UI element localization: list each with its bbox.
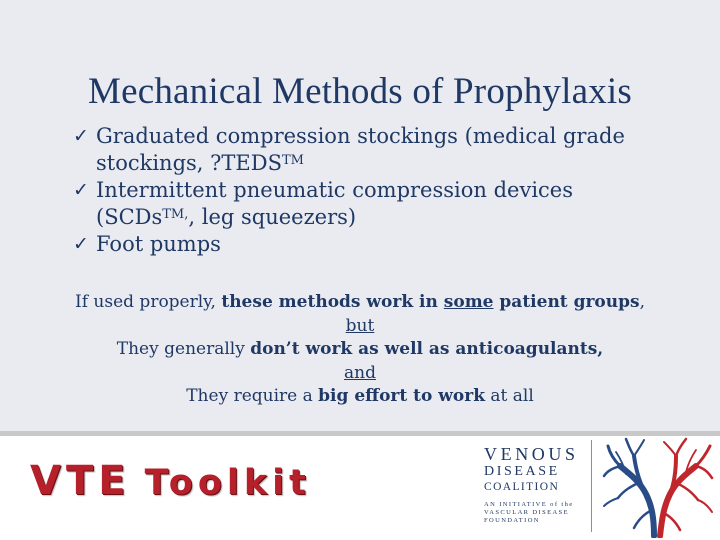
summary-line: but bbox=[345, 315, 375, 336]
bullet-text: Graduated compression stockings (medical grade bbox=[96, 124, 625, 148]
slide-title: Mechanical Methods of Prophylaxis bbox=[87, 71, 633, 112]
vascular-tree-icon bbox=[600, 436, 716, 538]
bullet-item bbox=[73, 123, 713, 177]
trademark-mark: TM bbox=[281, 153, 304, 168]
bullet-item bbox=[73, 177, 713, 231]
venous-disease-coalition-logo: VENOUS DISEASE COALITION AN INITIATIVE of the VASCULAR DISEASE FOUNDATION bbox=[484, 444, 579, 524]
logo-separator bbox=[591, 440, 592, 532]
summary-line: They require a big effort to work at all bbox=[186, 386, 534, 406]
vte-toolkit-logo: VTE Toolkit bbox=[30, 458, 311, 504]
bullet-text-continued: (SCDs$^{TM,}$, leg squeezers) bbox=[96, 205, 357, 229]
trademark-mark: TM, bbox=[162, 207, 189, 222]
bullet-text: Foot pumps bbox=[96, 232, 221, 256]
checkmark-icon: ✓ bbox=[73, 179, 89, 201]
bullet-item bbox=[73, 231, 713, 258]
bullet-list bbox=[73, 123, 713, 258]
summary-line: If used properly, these methods work in some patient groups, bbox=[75, 292, 645, 312]
checkmark-icon: ✓ bbox=[73, 233, 89, 255]
checkmark-icon: ✓ bbox=[73, 125, 89, 147]
bullet-text-continued: stockings, ?TEDS™ bbox=[96, 151, 304, 175]
summary-paragraph bbox=[0, 291, 720, 409]
summary-line: and bbox=[344, 362, 376, 383]
summary-line: They generally don’t work as well as anticoagulants, bbox=[116, 339, 604, 359]
bullet-text: Intermittent pneumatic compression devices bbox=[96, 178, 574, 202]
